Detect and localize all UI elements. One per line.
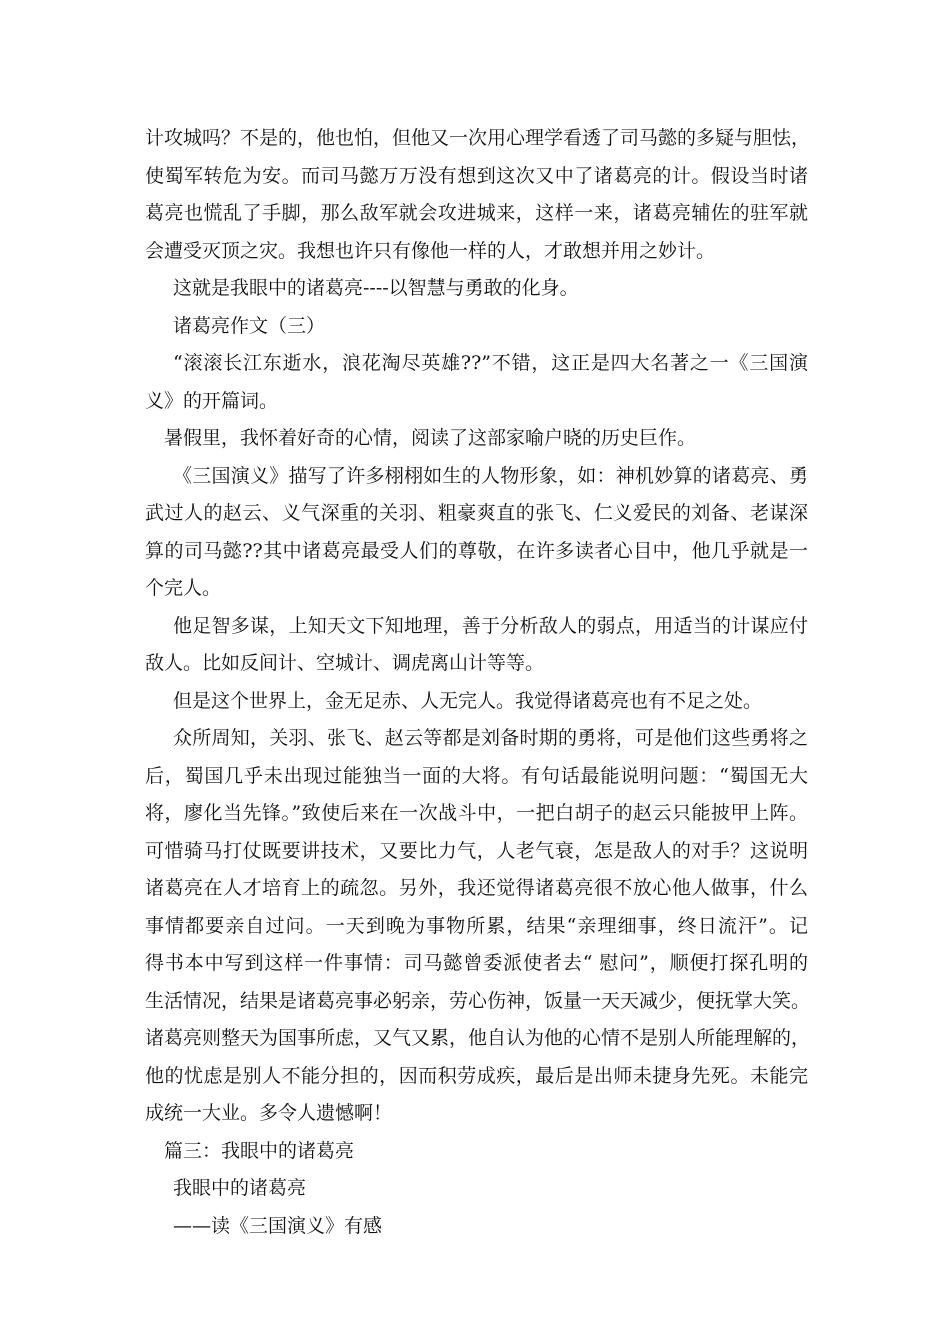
text-line-2: 使蜀军转危为安。而司马懿万万没有想到这次又中了诸葛亮的计。假设当时诸 [145,164,808,187]
text-line-18: 后，蜀国几乎未出现过能独当一面的大将。有句话最能说明问题：“蜀国无大 [145,764,808,787]
text-line-9: 暑假里，我怀着好奇的心情，阅读了这部家喻户晓的历史巨作。 [164,427,697,449]
text-line-20: 可惜骑马打仗既要讲技术，又要比力气，人老气衰，怎是敌人的对手？这说明 [145,839,808,862]
text-line-12: 算的司马懿??其中诸葛亮最受人们的尊敬，在许多读者心目中，他几乎就是一 [145,539,808,562]
article-subtitle: ——读《三国演义》有感 [173,1214,383,1237]
text-line-1: 计攻城吗？不是的，他也怕，但他又一次用心理学看透了司马懿的多疑与胆怯， [145,127,811,149]
document-body [145,120,811,1245]
text-line-21: 诸葛亮在人才培育上的疏忽。另外，我还觉得诸葛亮很不放心他人做事，什么 [145,877,808,899]
text-line-7: “滚滚长江东逝水，浪花淘尽英雄??”不错，这正是四大名著之一《三国演 [173,352,808,374]
text-line-25: 诸葛亮则整天为国事所虑，又气又累，他自认为他的心情不是别人所能理解的， [145,1027,811,1049]
text-line-11: 武过人的赵云、义气深重的关羽、粗豪爽直的张飞、仁义爱民的刘备、老谋深 [145,502,808,524]
text-line-19: 将，廖化当先锋。”致使后来在一次战斗中，一把白胡子的赵云只能披甲上阵。 [145,802,808,824]
text-line-3: 葛亮也慌乱了手脚，那么敌军就会攻进城来，这样一来，诸葛亮辅佐的驻军就 [145,202,808,224]
text-line-26: 他的忧虑是别人不能分担的，因而积劳成疾，最后是出师未捷身先死。未能完 [145,1064,808,1087]
section-heading-3: 诸葛亮作文（三） [173,314,326,337]
article-title: 我眼中的诸葛亮 [173,1177,307,1199]
text-line-8: 义》的开篇词。 [145,389,279,412]
text-line-4: 会遭受灭顶之灾。我想也许只有像他一样的人，才敢想并用之妙计。 [145,239,716,262]
text-line-14: 他足智多谋，上知天文下知地理，善于分析敌人的弱点，用适当的计谋应付 [173,614,808,637]
text-line-5: 这就是我眼中的诸葛亮----以智慧与勇敢的化身。 [173,277,579,299]
text-line-10: 《三国演义》描写了许多栩栩如生的人物形象，如：神机妙算的诸葛亮、勇 [173,464,808,487]
text-line-22: 事情都要亲自过问。一天到晚为事物所累，结果“亲理细事，终日流汗”。记 [145,914,808,937]
text-line-15: 敌人。比如反间计、空城计、调虎离山计等等。 [145,652,545,674]
article-heading: 篇三：我眼中的诸葛亮 [164,1139,355,1162]
text-line-24: 生活情况，结果是诸葛亮事必躬亲，劳心伤神，饭量一天天减少，便抚掌大笑。 [145,989,811,1012]
text-line-23: 得书本中写到这样一件事情：司马懿曾委派使者去“ 慰问”，顺便打探孔明的 [145,952,808,974]
text-line-27: 成统一大业。多令人遗憾啊！ [145,1102,393,1124]
text-line-16: 但是这个世界上，金无足赤、人无完人。我觉得诸葛亮也有不足之处。 [173,689,763,712]
text-line-13: 个完人。 [145,577,222,599]
text-line-17: 众所周知，关羽、张飞、赵云等都是刘备时期的勇将，可是他们这些勇将之 [173,727,808,749]
